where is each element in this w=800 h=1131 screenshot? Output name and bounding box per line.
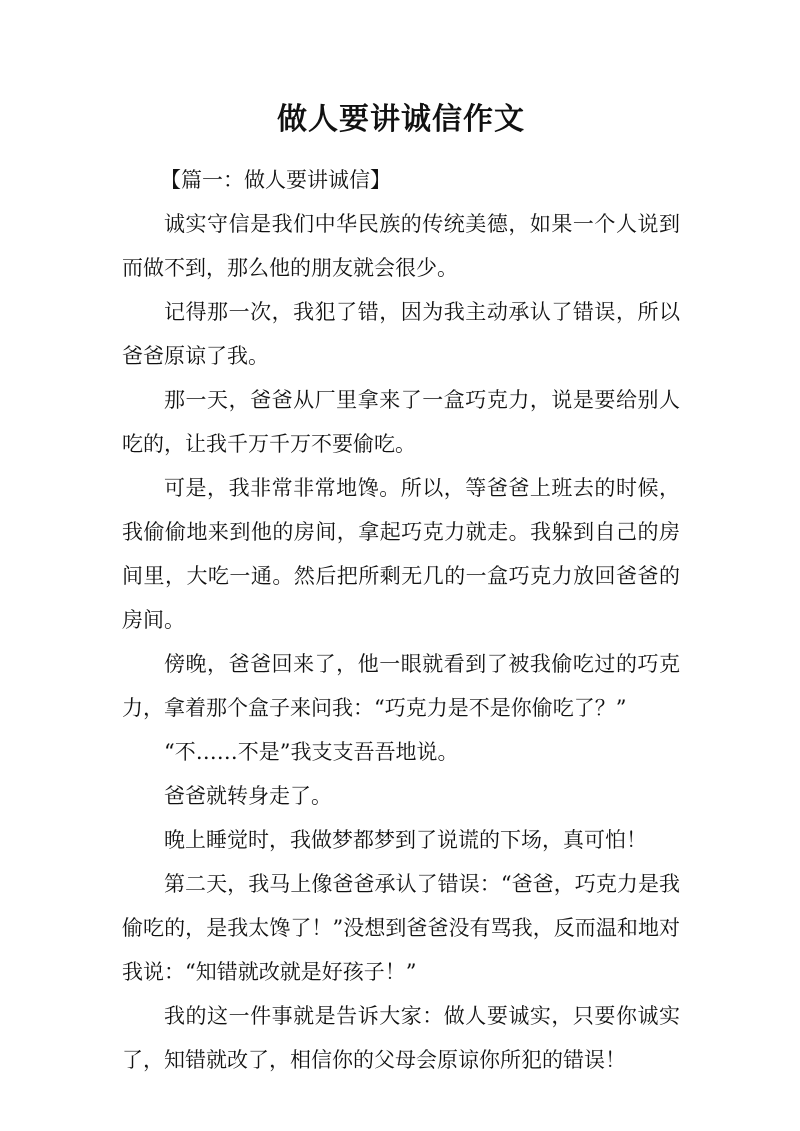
document-body — [122, 158, 680, 1082]
section-heading: 【篇一：做人要讲诚信】 — [160, 168, 391, 192]
paragraph: 第二天，我马上像爸爸承认了错误：“爸爸，巧克力是我偷吃的，是我太馋了！”没想到爸爸没有骂我，反而温和地对我说：“知错就改就是好孩子！” — [122, 872, 680, 984]
paragraph: 可是，我非常非常地馋。所以，等爸爸上班去的时候，我偷偷地来到他的房间，拿起巧克力就走。我躲到自己的房间里，大吃一通。然后把所剩无几的一盒巧克力放回爸爸的房间。 — [122, 476, 680, 632]
paragraph: 记得那一次，我犯了错，因为我主动承认了错误，所以爸爸原谅了我。 — [122, 300, 680, 368]
paragraph: 晚上睡觉时，我做梦都梦到了说谎的下场，真可怕！ — [164, 828, 647, 852]
paragraph: 诚实守信是我们中华民族的传统美德，如果一个人说到而做不到，那么他的朋友就会很少。 — [122, 212, 680, 280]
paragraph: 傍晚，爸爸回来了，他一眼就看到了被我偷吃过的巧克力，拿着那个盒子来问我：“巧克力是不是你偷吃了？” — [122, 652, 680, 720]
paragraph: 爸爸就转身走了。 — [164, 784, 332, 808]
paragraph: 那一天，爸爸从厂里拿来了一盒巧克力，说是要给别人吃的，让我千万千万不要偷吃。 — [122, 388, 680, 456]
paragraph: “不……不是”我支支吾吾地说。 — [164, 740, 459, 764]
document-title: 做人要讲诚信作文 — [277, 102, 525, 137]
paragraph: 我的这一件事就是告诉大家：做人要诚实，只要你诚实了，知错就改了，相信你的父母会原谅你所犯的错误！ — [122, 1004, 680, 1072]
